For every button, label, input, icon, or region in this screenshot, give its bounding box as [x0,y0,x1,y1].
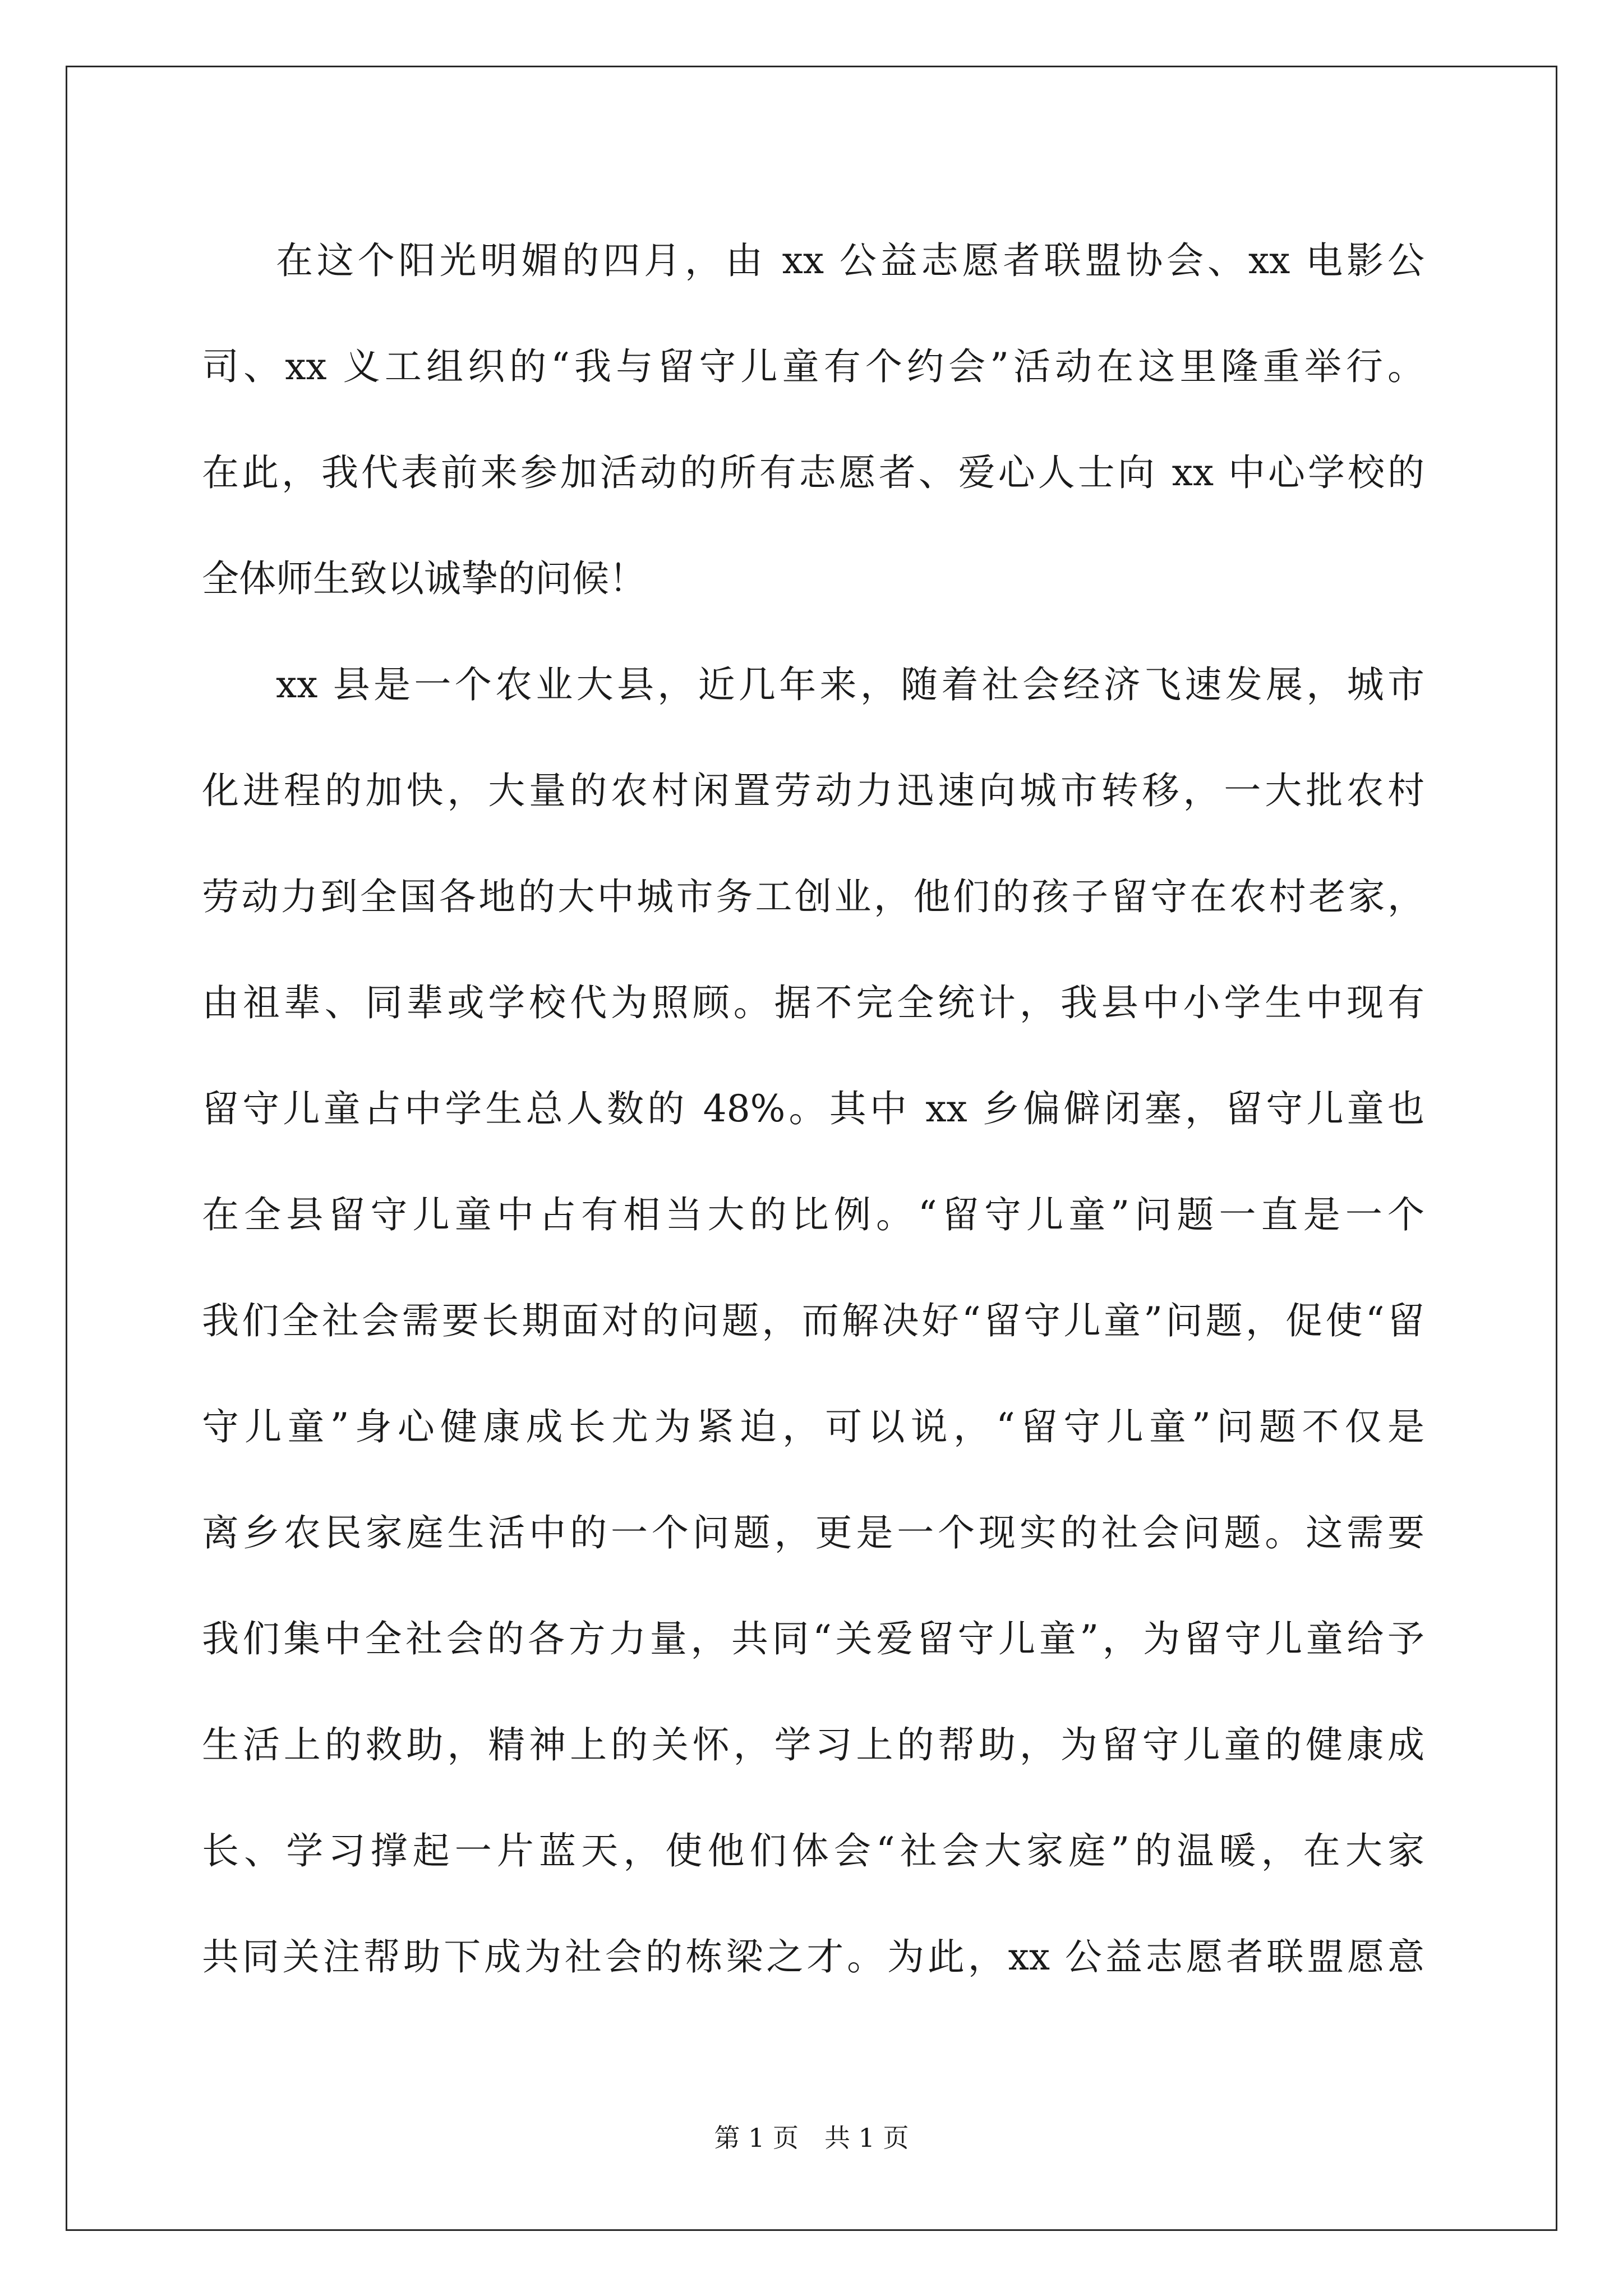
text-line: 生活上的救助，精神上的关怀，学习上的帮助，为留守儿童的健康成 [202,1723,1424,1766]
text-line: 在全县留守儿童中占有相当大的比例。“留守儿童”问题一直是一个 [202,1193,1424,1236]
text-line: 留守儿童占中学生总人数的 48%。其中 xx 乡偏僻闭塞，留守儿童也 [202,1087,1424,1130]
document-body [202,208,1424,2010]
text-line: 劳动力到全国各地的大中城市务工创业，他们的孩子留守在农村老家， [202,875,1424,918]
text-line: 共同关注帮助下成为社会的栋梁之才。为此，xx 公益志愿者联盟愿意 [202,1935,1424,1978]
text-line: 守儿童”身心健康成长尤为紧迫，可以说，“留守儿童”问题不仅是 [202,1405,1424,1448]
text-line: 司、xx 义工组织的“我与留守儿童有个约会”活动在这里隆重举行。 [202,345,1424,388]
page-footer [0,2118,1623,2155]
text-line: xx 县是一个农业大县，近几年来，随着社会经济飞速发展，城市 [276,663,1424,706]
text-line: 由祖辈、同辈或学校代为照顾。据不完全统计，我县中小学生中现有 [202,981,1424,1024]
text-line: 全体师生致以诚挚的问候！ [202,557,646,600]
text-line: 在这个阳光明媚的四月，由 xx 公益志愿者联盟协会、xx 电影公 [276,239,1424,282]
text-line: 我们集中全社会的各方力量，共同“关爱留守儿童”，为留守儿童给予 [202,1617,1424,1660]
text-line: 在此，我代表前来参加活动的所有志愿者、爱心人士向 xx 中心学校的 [202,451,1424,494]
page-number: 第 1 页 [714,2123,799,2153]
text-line: 离乡农民家庭生活中的一个问题，更是一个现实的社会问题。这需要 [202,1511,1424,1554]
text-line: 我们全社会需要长期面对的问题，而解决好“留守儿童”问题，促使“留 [202,1299,1424,1342]
text-line: 化进程的加快，大量的农村闲置劳动力迅速向城市转移，一大批农村 [202,769,1424,812]
text-line: 长、学习撑起一片蓝天，使他们体会“社会大家庭”的温暖，在大家 [202,1829,1424,1872]
page-total: 共 1 页 [824,2123,909,2153]
